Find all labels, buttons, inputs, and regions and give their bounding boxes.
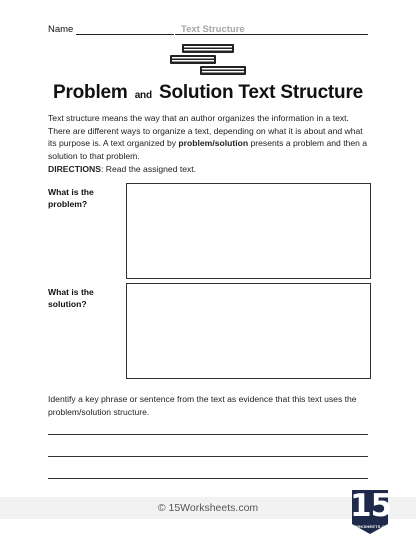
title-connector: and (134, 90, 152, 101)
books-icon (168, 43, 248, 79)
answer-line[interactable] (48, 478, 368, 479)
problem-answer-box[interactable] (126, 183, 371, 279)
title-part-2: Solution Text Structure (158, 82, 364, 103)
directions-text: : Read the assigned text. (101, 164, 197, 174)
directions-label: DIRECTIONS (48, 164, 101, 174)
logo-number: 15 (350, 488, 392, 524)
title-part-1: Problem (52, 82, 128, 103)
answer-line[interactable] (48, 456, 368, 457)
footer-site[interactable]: © 15Worksheets.com (157, 502, 259, 514)
name-line[interactable] (76, 34, 174, 35)
intro-paragraph (48, 112, 370, 162)
evidence-prompt: Identify a key phrase or sentence from the text as evidence that this text uses the problem/solution structure. (48, 394, 357, 417)
directions (48, 163, 370, 176)
question-problem-label: What is the problem? (48, 187, 94, 209)
question-solution-label: What is the solution? (48, 287, 94, 309)
page-title (0, 82, 416, 104)
logo-text: WORKSHEETS.COM (350, 524, 392, 529)
topic-line (175, 34, 368, 35)
solution-answer-box[interactable] (126, 283, 371, 379)
intro-bold: problem/solution (178, 138, 249, 149)
intro-text-2: presents a problem and then a solution to that problem. (48, 138, 368, 161)
answer-line[interactable] (48, 434, 368, 435)
intro-text-1: Text structure means the way that an author organizes the information in a text. There are different ways to organize a text, depending on what it is about and what its purpose is. A text organized by (48, 113, 363, 149)
topic-label: Text Structure (181, 24, 245, 35)
name-label: Name (48, 24, 74, 35)
